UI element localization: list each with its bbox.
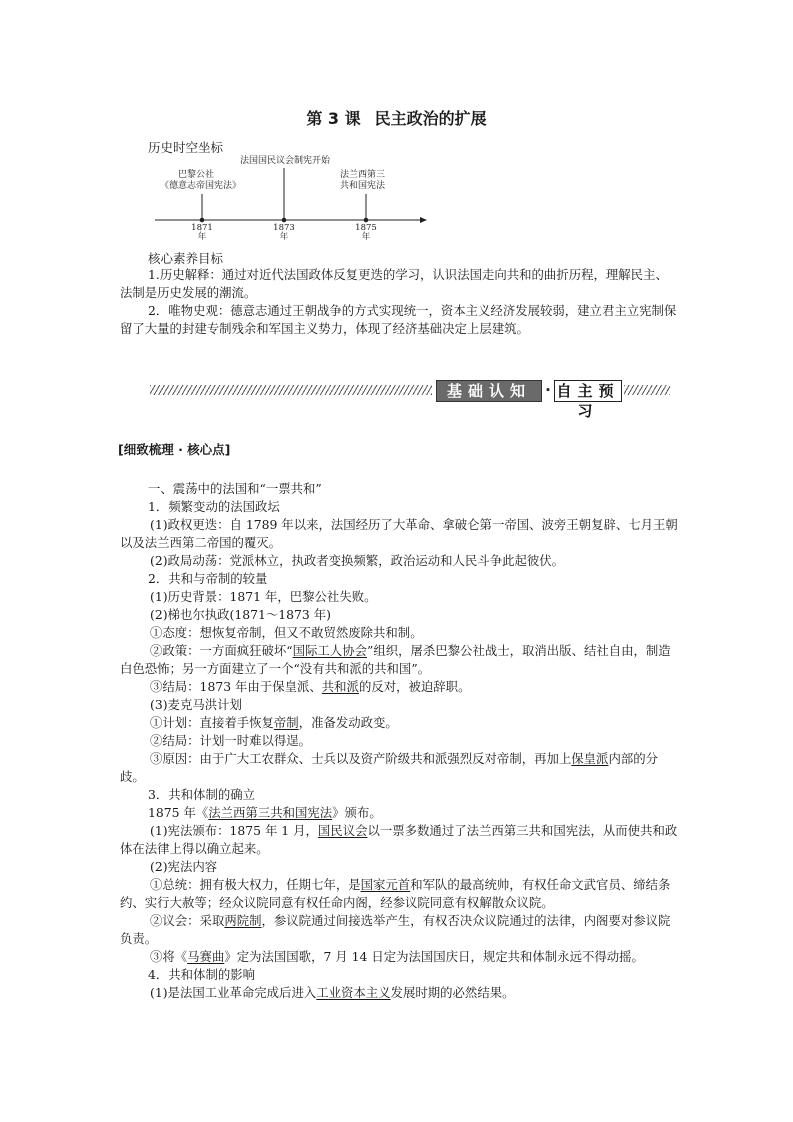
fill-answer: 帝制 <box>273 715 299 730</box>
lesson-number: 第 3 课 <box>306 109 361 128</box>
content-body <box>120 480 680 1002</box>
page-title <box>0 106 793 129</box>
fill-answer: 国民议会 <box>317 823 368 838</box>
paragraph: ①总统：拥有极大权力，任期七年，是国家元首和军队的最高统帅，有权任命文武官员、缔结条约、实行大赦等；经众议院同意有权任命内阁，经参议院同意有权解散众议院。 <box>120 877 671 910</box>
fill-answer: 法兰西第三共和国宪法 <box>208 805 333 820</box>
section-heading: [细致梳理 · 核心点] <box>118 442 231 457</box>
fill-answer: 工业资本主义 <box>316 985 391 1000</box>
fill-answer: 保皇派 <box>571 751 609 766</box>
timeline-dot-1875 <box>364 218 369 223</box>
paragraph: ②政策：一方面疯狂破坏“国际工人协会”组织，屠杀巴黎公社战士，取消出版、结社自由，制造白色恐怖；另一方面建立了一个“没有共和派的共和国”。 <box>120 643 671 676</box>
core-goal-item: 1.历史解释：通过对近代法国政体反复更迭的学习，认识法国走向共和的曲折历程，理解民主、法制是历史发展的潮流。 <box>120 267 668 300</box>
paragraph: ③结局：1873 年由于保皇派、共和派的反对，被迫辞职。 <box>150 679 471 694</box>
paragraph: (1)是法国工业革命完成后进入工业资本主义发展时期的必然结果。 <box>150 985 515 1000</box>
fill-answer: 国家元首 <box>360 877 411 892</box>
paragraph: (2)梯也尔执政(1871～1873 年) <box>150 607 331 622</box>
banner-hatch-right <box>624 385 670 395</box>
paragraph: (3)麦克马洪计划 <box>150 697 242 712</box>
banner-basic-cognition: 基础认知 <box>436 380 542 402</box>
timeline-event-1875-line1: 法兰西第三 <box>340 170 386 180</box>
timeline-event-1871-line1: 巴黎公社 <box>178 170 215 180</box>
paragraph: ②议会：采取两院制，参议院通过间接选举产生，有权否决众议院通过的法律，内阁要对参议院负责。 <box>120 913 671 946</box>
banner-hatch-left <box>150 385 432 395</box>
timeline-event-1875-line2: 共和国宪法 <box>340 181 386 191</box>
paragraph: ③将《马赛曲》定为法国国歌，7 月 14 日定为法国国庆日，规定共和体制永远不得动摇。 <box>150 949 644 964</box>
paragraph: (1)政权更迭：自 1789 年以来，法国经历了大革命、拿破仑第一帝国、波旁王朝复辟、七月王朝以及法兰西第二帝国的覆灭。 <box>120 517 678 550</box>
timeline-label: 历史时空坐标 <box>148 140 224 155</box>
timeline-dot-1871 <box>200 218 205 223</box>
timeline-year-1875: 1875 年 <box>355 223 377 242</box>
fill-answer: 共和派 <box>321 679 359 694</box>
timeline-dot-1873 <box>282 218 287 223</box>
subheading: 3．共和体制的确立 <box>148 787 256 802</box>
timeline-event-1873: 法国国民议会制宪开始 <box>240 156 331 166</box>
timeline-year-1871: 1871 年 <box>191 223 213 242</box>
heading-1: 一、震荡中的法国和“一票共和” <box>148 481 322 496</box>
paragraph: 1875 年《法兰西第三共和国宪法》颁布。 <box>148 805 382 820</box>
fill-answer: 马赛曲 <box>187 949 225 964</box>
paragraph: (1)宪法颁布：1875 年 1 月，国民议会以一票多数通过了法兰西第三共和国宪法，从而使共和政体在法律上得以确立起来。 <box>120 823 678 856</box>
timeline-arrow-icon <box>420 217 427 223</box>
fill-answer: 两院制 <box>224 913 262 928</box>
paragraph: ①计划：直接着手恢复帝制，准备发动政变。 <box>150 715 398 730</box>
timeline-year-1873: 1873 年 <box>273 223 295 242</box>
banner-self-preview: 自主预习 <box>554 380 622 402</box>
core-goals-label: 核心素养目标 <box>148 251 224 266</box>
fill-answer: 国际工人协会 <box>292 643 367 658</box>
core-goals-list <box>120 266 680 338</box>
subheading: 2．共和与帝制的较量 <box>148 571 268 586</box>
paragraph: ②结局：计划一时难以得逞。 <box>150 733 312 748</box>
core-goal-item: 2．唯物史观：德意志通过王朝战争的方式实现统一，资本主义经济发展较弱，建立君主立宪制保留了大量的封建专制残余和军国主义势力，体现了经济基础决定上层建筑。 <box>120 303 677 336</box>
lesson-topic: 民主政治的扩展 <box>374 109 487 128</box>
section-banner <box>150 378 670 420</box>
paragraph: ③原因：由于广大工农群众、士兵以及资产阶级共和派强烈反对帝制，再加上保皇派内部的分歧。 <box>120 751 659 784</box>
paragraph: (1)历史背景：1871 年，巴黎公社失败。 <box>150 589 377 604</box>
paragraph: ①态度：想恢复帝制，但又不敢贸然废除共和制。 <box>150 625 423 640</box>
paragraph: (2)宪法内容 <box>150 859 218 874</box>
subheading: 1．频繁变动的法国政坛 <box>148 499 280 514</box>
subheading: 4．共和体制的影响 <box>148 967 256 982</box>
timeline-axis <box>150 160 430 230</box>
paragraph: (2)政局动荡：党派林立，执政者变换频繁，政治运动和人民斗争此起彼伏。 <box>150 553 565 568</box>
banner-dot: · <box>545 381 551 399</box>
timeline-event-1871-line2: 《德意志帝国宪法》 <box>160 181 242 191</box>
